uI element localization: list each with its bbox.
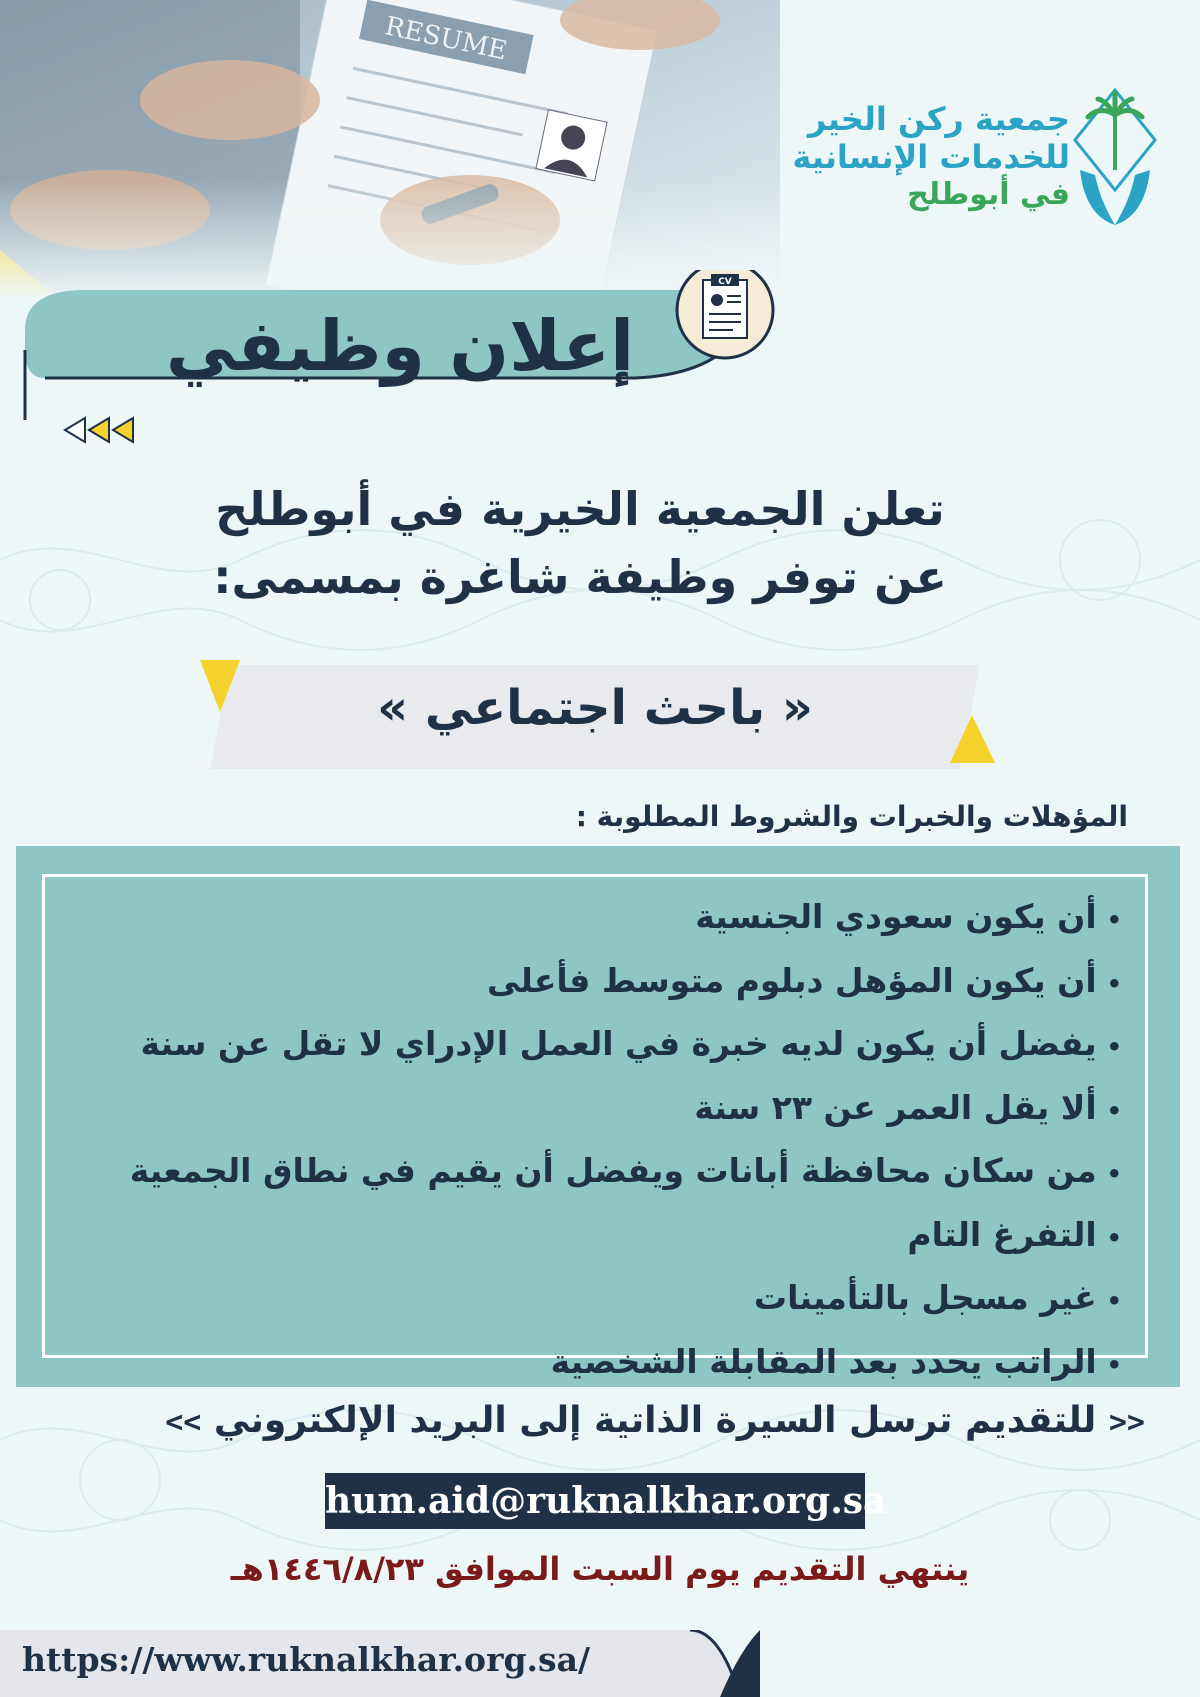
apply-text: للتقديم ترسل السيرة الذاتية إلى البريد الإلكتروني xyxy=(213,1400,1097,1441)
intro-line-1: تعلن الجمعية الخيرية في أبوطلح xyxy=(215,482,945,536)
requirement-text: ألا يقل العمر عن ٢٣ سنة xyxy=(694,1087,1097,1127)
logo-line-2: للخدمات الإنسانية xyxy=(792,138,1070,176)
email-link[interactable]: hum.aid@ruknalkhar.org.sa xyxy=(325,1473,865,1529)
chevron-arrows-icon xyxy=(65,418,133,442)
requirement-text: التفرغ التام xyxy=(907,1214,1097,1254)
logo-line-1: جمعية ركن الخير xyxy=(807,100,1070,138)
requirement-text: غير مسجل بالتأمينات xyxy=(753,1278,1097,1317)
list-item: •من سكان محافظة أبانات ويفضل أن يقيم في نطاق الجمعية xyxy=(129,1151,1122,1190)
website-link[interactable]: https://www.ruknalkhar.org.sa/ xyxy=(22,1640,591,1679)
requirement-text: أن يكون المؤهل دبلوم متوسط فأعلى xyxy=(486,960,1097,1000)
requirement-text: يفضل أن يكون لديه خبرة في العمل الإدراي لا تقل عن سنة xyxy=(140,1024,1097,1063)
apply-instructions xyxy=(85,1400,1145,1441)
list-item: •التفرغ التام xyxy=(907,1214,1122,1254)
requirement-text: من سكان محافظة أبانات ويفضل أن يقيم في نطاق الجمعية xyxy=(129,1151,1097,1190)
requirements-heading: المؤهلات والخبرات والشروط المطلوبة : xyxy=(575,800,1128,833)
cv-badge: CV xyxy=(718,277,732,287)
deadline-text: ينتهي التقديم يوم السبت الموافق ١٤٤٦/٨/٢٣هـ xyxy=(230,1550,970,1588)
list-item: •غير مسجل بالتأمينات xyxy=(753,1278,1122,1317)
list-item: •الراتب يحدد بعد المقابلة الشخصية xyxy=(550,1341,1122,1381)
list-item: •ألا يقل العمر عن ٢٣ سنة xyxy=(694,1087,1122,1127)
requirements-list xyxy=(82,887,1122,1395)
list-item: •أن يكون المؤهل دبلوم متوسط فأعلى xyxy=(486,960,1122,1000)
logo-text xyxy=(792,100,1070,214)
palm-tree-hands-icon xyxy=(1075,90,1155,225)
list-item: •يفضل أن يكون لديه خبرة في العمل الإدراي لا تقل عن سنة xyxy=(140,1024,1122,1063)
arrows-right-icon: >> xyxy=(1108,1405,1145,1440)
intro-line-2: عن توفر وظيفة شاغرة بمسمى: xyxy=(213,550,947,604)
intro-text xyxy=(130,475,1030,611)
position-title: « باحث اجتماعي » xyxy=(377,680,813,736)
logo-line-3: في أبوطلح xyxy=(907,177,1070,212)
requirement-text: الراتب يحدد بعد المقابلة الشخصية xyxy=(550,1341,1097,1381)
requirement-text: أن يكون سعودي الجنسية xyxy=(695,897,1097,936)
list-item: •أن يكون سعودي الجنسية xyxy=(695,897,1122,936)
page-title: إعلان وظيفي xyxy=(165,305,635,387)
cv-document-icon xyxy=(677,270,773,358)
hero-photo xyxy=(0,0,780,300)
arrows-left-icon: << xyxy=(165,1405,202,1440)
